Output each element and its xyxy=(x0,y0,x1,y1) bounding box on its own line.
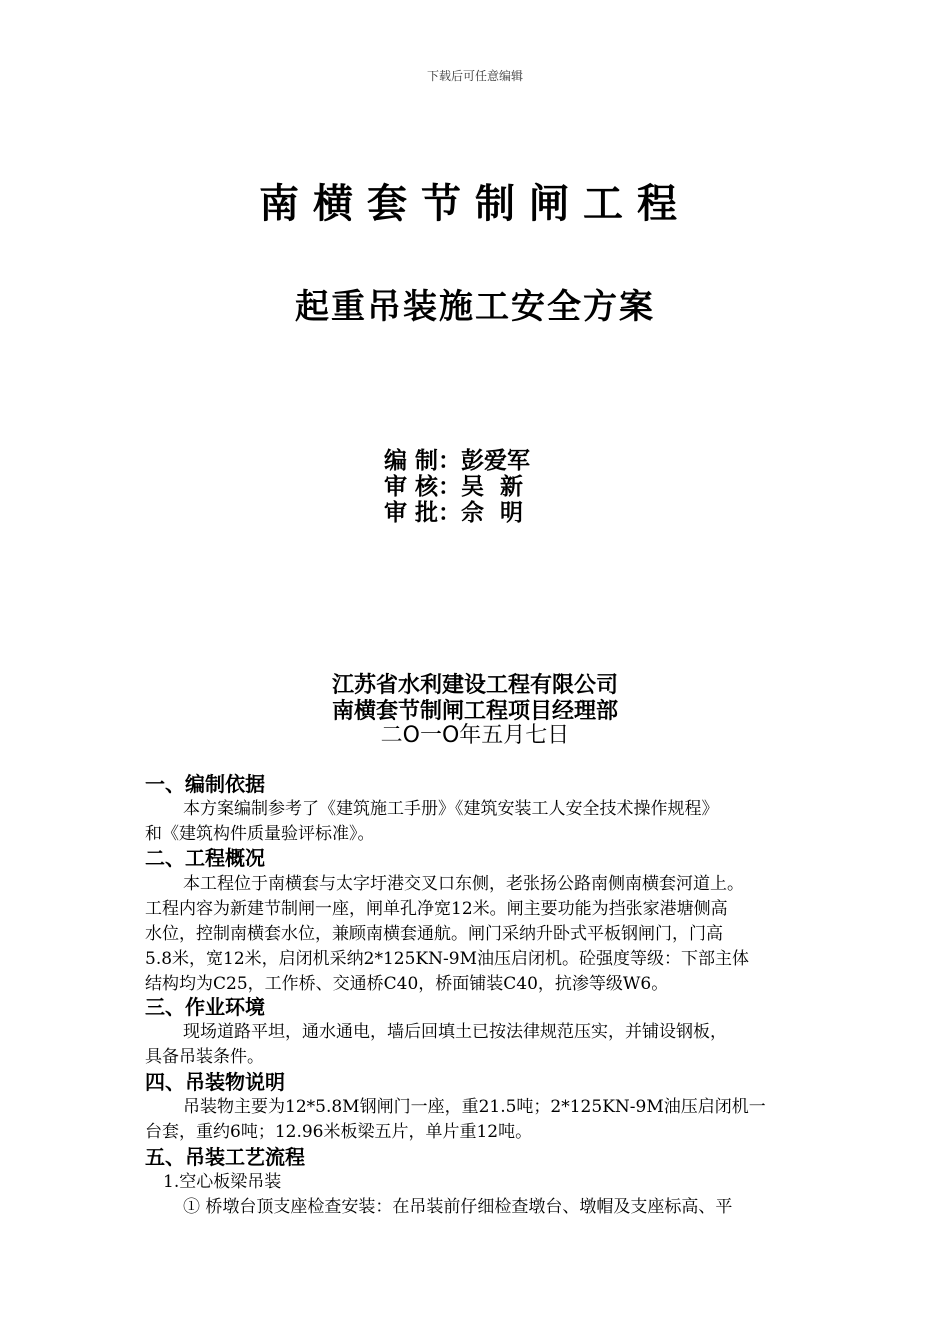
paragraph-line: 和《建筑构件质量验评标准》。 xyxy=(145,824,375,844)
signature-name: 吴 新 xyxy=(461,474,524,500)
signature-name: 佘 明 xyxy=(461,500,524,526)
paragraph-line: 吊装物主要为12*5.8M钢闸门一座，重21.5吨；2*125KN-9M油压启闭机一 xyxy=(183,1097,766,1117)
paragraph-line: 台套，重约6吨；12.96米板梁五片，单片重12吨。 xyxy=(145,1122,533,1142)
section-heading-basis: 一、编制依据 xyxy=(145,772,265,796)
paragraph-line: 5.8米，宽12米，启闭机采纳2*125KN-9M油压启闭机。砼强度等级：下部主体 xyxy=(145,949,749,969)
section-heading-lifted-items: 四、吊装物说明 xyxy=(145,1070,285,1094)
section-heading-process: 五、吊装工艺流程 xyxy=(145,1145,305,1169)
document-title: 南横套节制闸工程 xyxy=(259,181,691,227)
company-name: 江苏省水利建设工程有限公司 xyxy=(331,673,618,698)
signature-label: 审 批： xyxy=(384,500,462,526)
section-body-process xyxy=(145,1170,830,1220)
signature-name: 彭爱军 xyxy=(461,448,531,474)
section-body-overview xyxy=(145,872,830,997)
section-body-basis xyxy=(145,797,830,847)
signature-approver xyxy=(384,500,523,526)
signature-reviewer xyxy=(384,474,523,500)
paragraph-line: 水位，控制南横套水位，兼顾南横套通航。闸门采纳升卧式平板钢闸门，门高 xyxy=(145,924,723,944)
section-body-environment xyxy=(145,1020,830,1070)
document-subtitle: 起重吊装施工安全方案 xyxy=(295,287,655,327)
signature-label: 审 核： xyxy=(384,474,462,500)
section-heading-overview: 二、工程概况 xyxy=(145,846,265,870)
subsection-title: 1.空心板梁吊装 xyxy=(163,1172,282,1192)
paragraph-line: 工程内容为新建节制闸一座，闸单孔净宽12米。闸主要功能为挡张家港塘侧高 xyxy=(145,899,728,919)
document-date: 二O一O年五月七日 xyxy=(380,723,570,748)
paragraph-line: ① 桥墩台顶支座检查安装：在吊装前仔细检查墩台、墩帽及支座标高、平 xyxy=(183,1197,733,1217)
paragraph-line: 结构均为C25，工作桥、交通桥C40，桥面铺装C40，抗渗等级W6。 xyxy=(145,974,669,994)
paragraph-line: 本方案编制参考了《建筑施工手册》《建筑安装工人安全技术操作规程》 xyxy=(183,799,719,819)
paragraph-line: 本工程位于南横套与太字圩港交叉口东侧，老张扬公路南侧南横套河道上。 xyxy=(183,874,744,894)
paragraph-line: 具备吊装条件。 xyxy=(145,1047,264,1067)
signature-label: 编 制： xyxy=(384,448,462,474)
signature-compiler xyxy=(384,448,530,474)
paragraph-line: 现场道路平坦，通水通电，墙后回填土已按法律规范压实，并铺设钢板， xyxy=(183,1022,727,1042)
header-note: 下载后可任意编辑 xyxy=(426,69,523,83)
project-department: 南横套节制闸工程项目经理部 xyxy=(331,699,618,724)
section-heading-environment: 三、作业环境 xyxy=(145,995,265,1019)
section-body-lifted-items xyxy=(145,1095,830,1145)
